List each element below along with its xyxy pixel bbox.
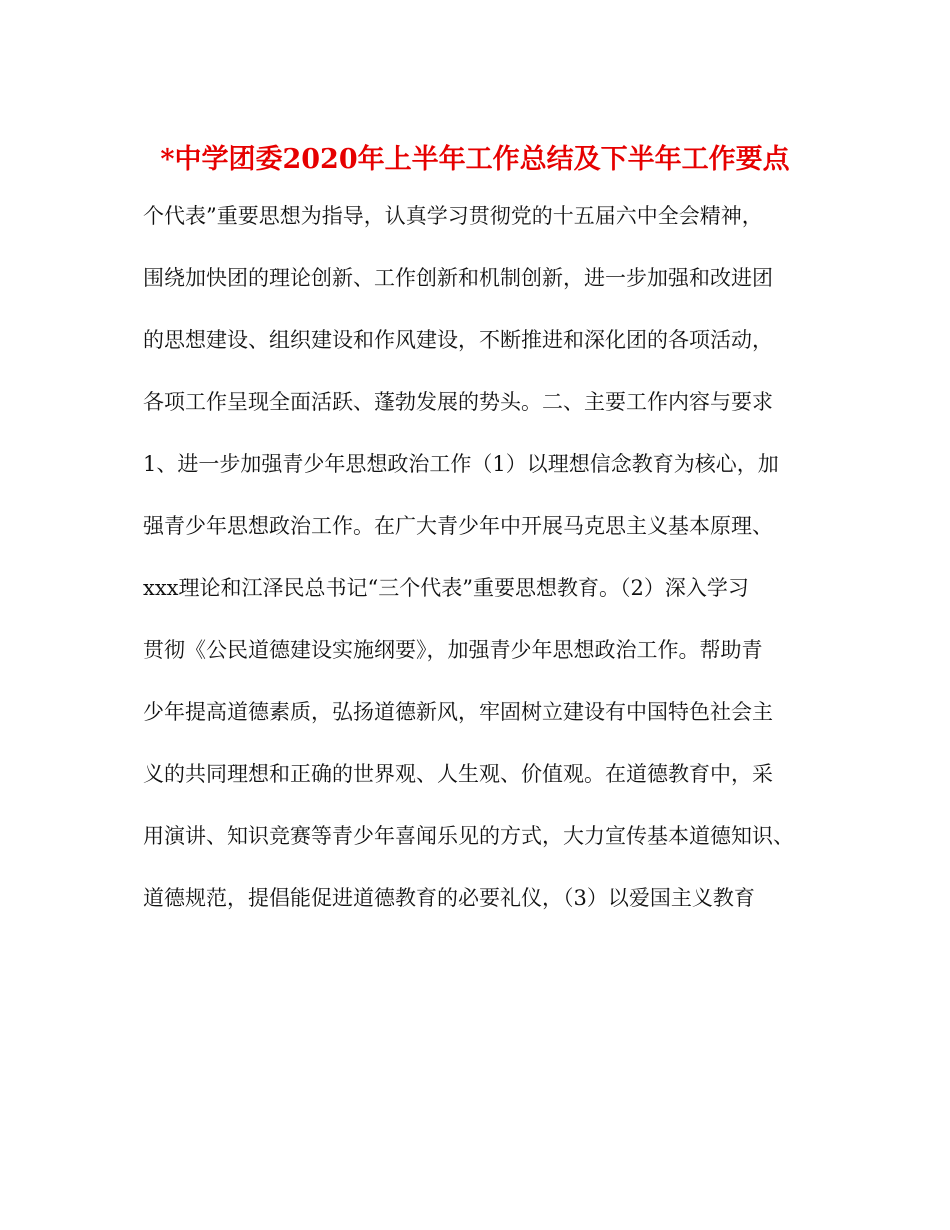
body-line: xxx理论和江泽民总书记“三个代表”重要思想教育。（2）深入学习 (143, 576, 749, 600)
body-line: 强青少年思想政治工作。在广大青少年中开展马克思主义基本原理、 (143, 514, 773, 538)
document-body (143, 196, 823, 940)
body-line: 1、进一步加强青少年思想政治工作（1）以理想信念教育为核心，加 (143, 452, 779, 476)
body-line: 个代表”重要思想为指导，认真学习贯彻党的十五届六中全会精神， (143, 204, 763, 228)
body-line: 少年提高道德素质，弘扬道德新风，牢固树立建设有中国特色社会主 (143, 700, 773, 724)
body-line: 各项工作呈现全面活跃、蓬勃发展的势头。二、主要工作内容与要求 (143, 390, 773, 414)
body-line: 的思想建设、组织建设和作风建设，不断推进和深化团的各项活动， (143, 328, 773, 352)
body-line: 道德规范，提倡能促进道德教育的必要礼仪，（3）以爱国主义教育 (143, 886, 755, 910)
body-line: 义的共同理想和正确的世界观、人生观、价值观。在道德教育中，采 (143, 762, 773, 786)
document-title: *中学团委2020年上半年工作总结及下半年工作要点 (160, 144, 790, 175)
body-line: 围绕加快团的理论创新、工作创新和机制创新，进一步加强和改进团 (143, 266, 773, 290)
body-line: 用演讲、知识竞赛等青少年喜闻乐见的方式，大力宣传基本道德知识、 (143, 824, 794, 848)
body-line: 贯彻《公民道德建设实施纲要》，加强青少年思想政治工作。帮助青 (143, 638, 763, 662)
